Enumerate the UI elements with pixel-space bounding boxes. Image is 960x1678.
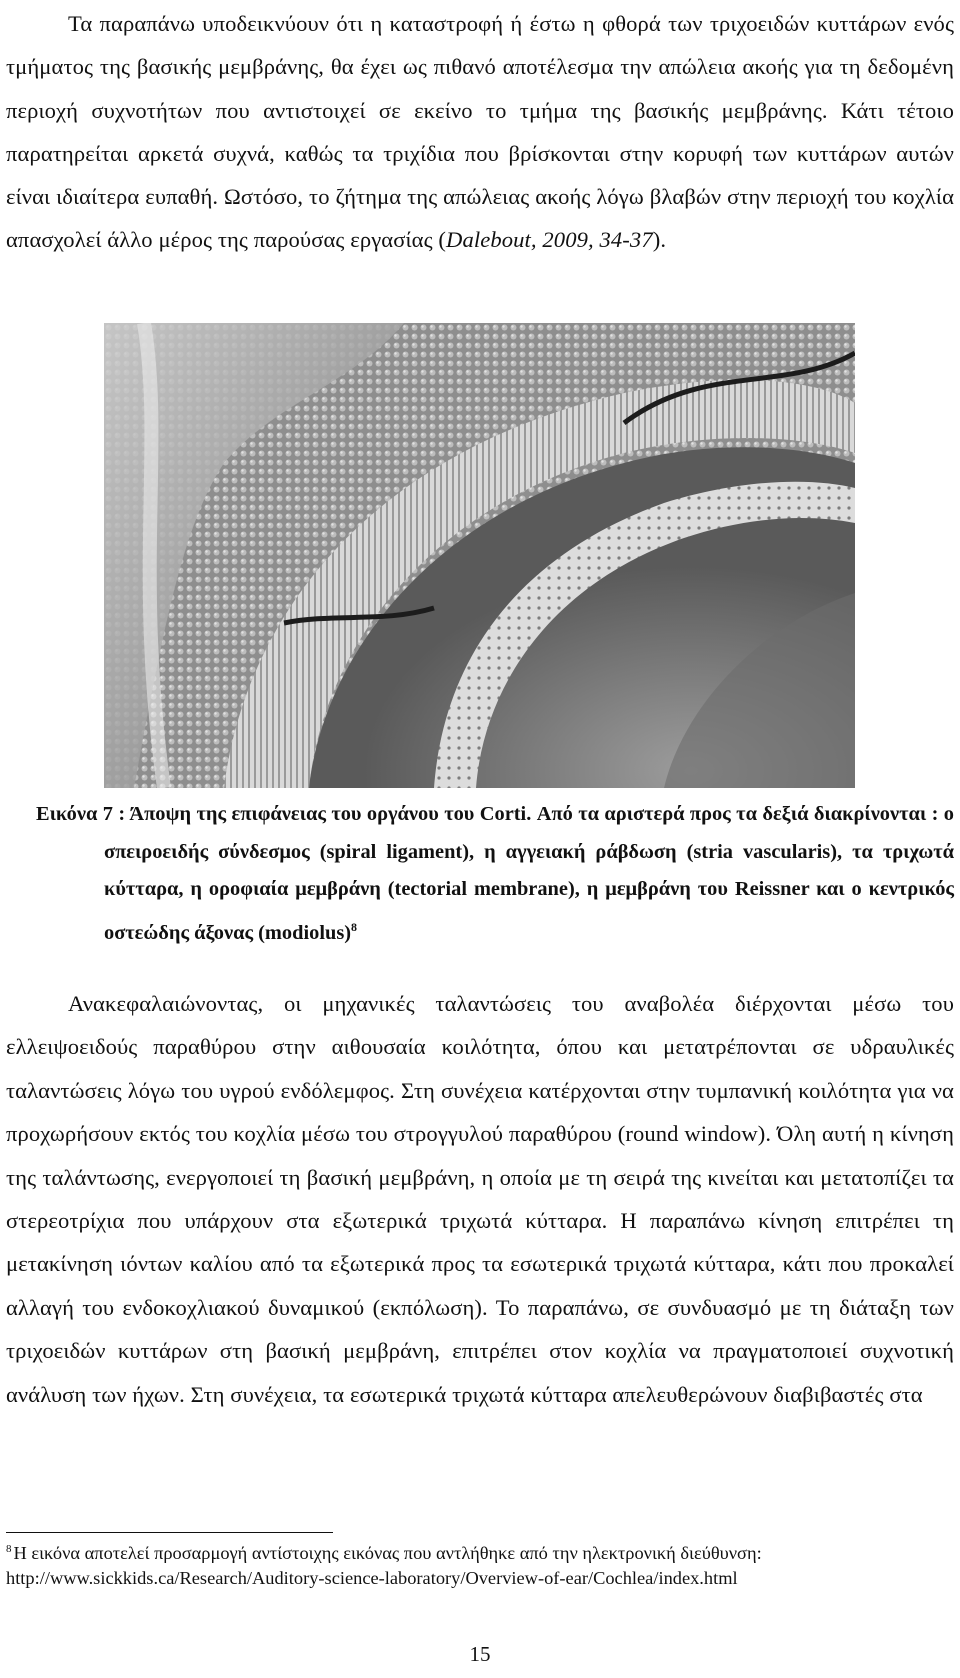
corti-organ-micrograph: [104, 323, 855, 788]
footnote: [6, 1537, 960, 1590]
page-number: 15: [469, 1642, 491, 1666]
figure-caption-text: Εικόνα 7 : Άποψη της επιφάνειας του οργάνου του Corti. Από τα αριστερά προς τα δεξιά διακρίνονται : ο σπειροειδής σύνδεσμος (spiral ligament), η αγγειακή ράβδωση (stria vascularis), τα τριχωτά κύτταρα, η οροφιαία μεμβράνη (tectorial membrane), η μεμβράνη του Reissner και ο κεντρικός οστεώδης άξονας (modiolus): [36, 803, 954, 944]
figure-caption-footnote-ref: 8: [351, 919, 358, 934]
footnote-separator: [6, 1532, 333, 1533]
paragraph-1: [6, 2, 954, 262]
footnote-number: 8: [6, 1543, 12, 1555]
citation: Dalebout, 2009, 34-37: [446, 227, 653, 253]
paragraph-1-text: Τα παραπάνω υποδεικνύουν ότι η καταστροφή ή έστω η φθορά των τριχοειδών κυττάρων ενός τμήματος της βασικής μεμβράνης, θα έχει ως πιθανό αποτέλεσμα την απώλεια ακοής για τη δεδομένη περιοχή συχνοτήτων που αντιστοιχεί σε εκείνο το τμήμα της βασικής μεμβράνης. Κάτι τέτοιο παρατηρείται αρκετά συχνά, καθώς τα τριχίδια που βρίσκονται στην κορυφή των κυττάρων αυτών είναι ιδιαίτερα ευπαθή. Ωστόσο, το ζήτημα της απώλειας ακοής λόγω βλαβών στην περιοχή του κοχλία απασχολεί άλλο μέρος της παρούσας εργασίας (: [6, 11, 954, 253]
footnote-text: Η εικόνα αποτελεί προσαρμογή αντίστοιχης εικόνας που αντλήθηκε από την ηλεκτρονική διεύθυνση: http://www.sickkids.ca/Research/Auditory-science-laboratory/Overview-of-ear/Cochlea/index.html: [6, 1543, 762, 1588]
figure-caption: [36, 796, 954, 952]
paragraph-1-end: ).: [652, 227, 667, 253]
paragraph-2: Ανακεφαλαιώνοντας, οι μηχανικές ταλαντώσεις του αναβολέα διέρχονται μέσω του ελλειψοειδούς παραθύρου στην αιθουσαία κοιλότητα, όπου και μετατρέπονται σε υδραυλικές ταλαντώσεις λόγω του υγρού ενδόλεμφος. Στη συνέχεια κατέρχονται στην τυμπανική κοιλότητα για να προχωρήσουν εκτός του κοχλία μέσω του στρογγυλού παραθύρου (round window). Όλη αυτή η κίνηση της ταλάντωσης, ενεργοποιεί τη βασική μεμβράνη, η οποία με τη σειρά της κινείται και μετατοπίζει τα στερεοτρίχια που υπάρχουν στα εξωτερικά τριχωτά κύτταρα. Η παραπάνω κίνηση επιτρέπει τη μετακίνηση ιόντων καλίου από τα εξωτερικά προς τα εσωτερικά τριχωτά κύτταρα, κάτι που προκαλεί αλλαγή του ενδοκοχλιακού δυναμικού (εκπόλωση). Το παραπάνω, σε συνδυασμό με τη διάταξη των τριχοειδών κυττάρων στη βασική μεμβράνη, επιτρέπει στον κοχλία να πραγματοποιεί συχνοτική ανάλυση των ήχων. Στη συνέχεια, τα εσωτερικά τριχωτά κύτταρα απελευθερώνουν διαβιβαστές στα: [6, 991, 954, 1407]
